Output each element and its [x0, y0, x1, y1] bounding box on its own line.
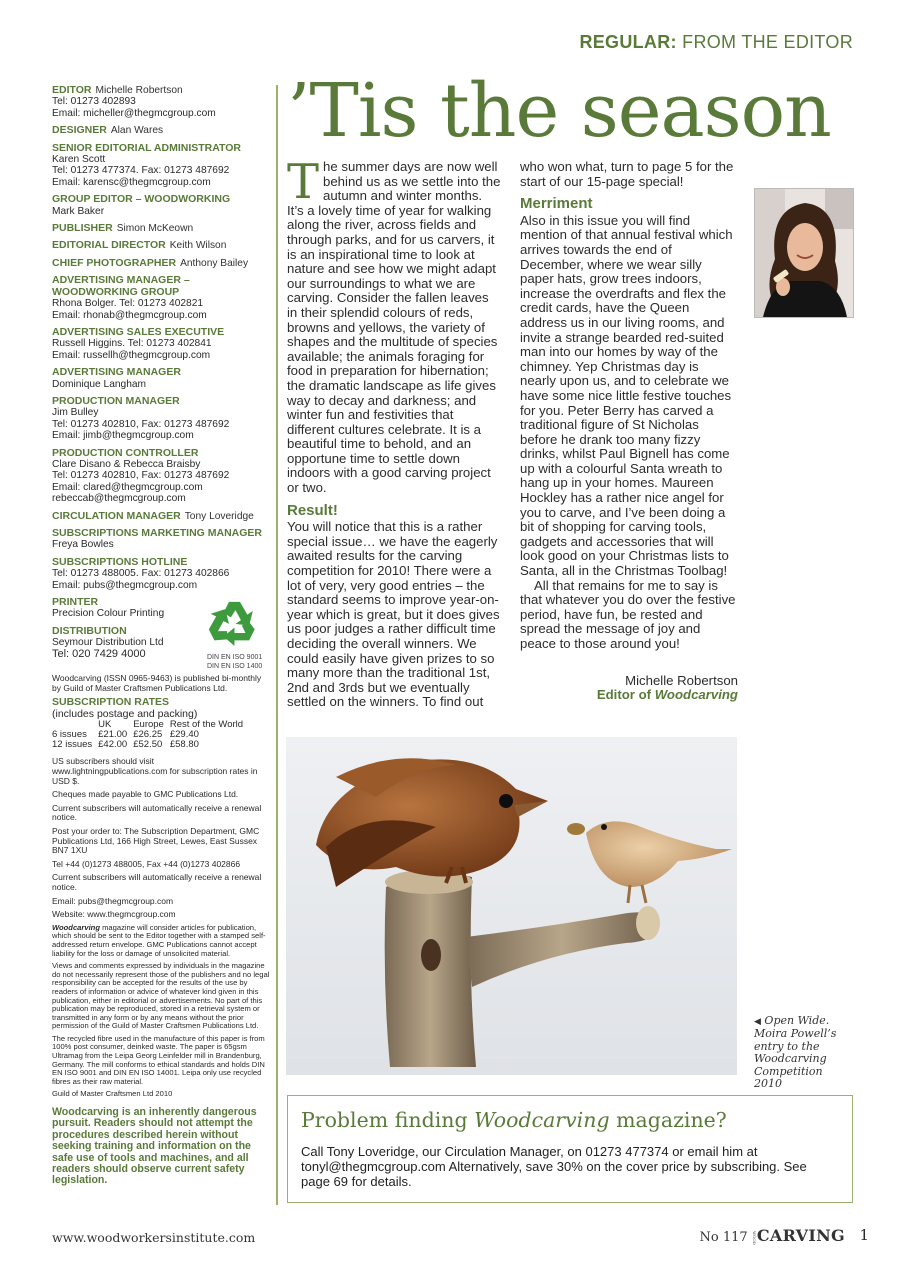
rates-table — [52, 720, 249, 749]
staff-contact-line: Jim Bulley — [52, 407, 99, 419]
staff-contact-line: Email: micheller@thegmcgroup.com — [52, 107, 216, 119]
staff-heading — [52, 223, 270, 234]
staff-entry — [52, 85, 270, 119]
subscription-note: Current subscribers will automatically receive a renewal notice. — [52, 872, 262, 892]
staff-contact-line: Karen Scott — [52, 154, 106, 166]
staff-contact-line: Rhona Bolger. Tel: 01273 402821 — [52, 298, 204, 310]
safety-warning: Woodcarving is an inherently dangerous pursuit. Readers should not attempt the procedures described herein without seeking training and information on the safe use of tools and machines, and all readers should observe current safety legislation. — [52, 1106, 257, 1187]
staff-heading — [52, 143, 270, 154]
staff-heading — [52, 448, 270, 459]
staff-entry — [52, 557, 270, 591]
staff-contact-line: Tel: 01273 402810, Fax: 01273 487692 — [52, 470, 230, 482]
recycle-icon — [207, 597, 262, 647]
column-rule — [276, 85, 278, 1205]
staff-contact-line: Tel: 01273 477374. Fax: 01273 487692 — [52, 165, 230, 177]
rates-cell: £58.80 — [169, 738, 199, 750]
rates-header-cell: Europe — [133, 719, 164, 731]
printer-role: PRINTER — [52, 596, 99, 609]
masthead-wood: WOOD — [751, 1230, 757, 1245]
rates-cell: £26.25 — [133, 728, 163, 740]
staff-role: ADVERTISING MANAGER — [52, 366, 181, 379]
staff-heading — [52, 327, 270, 338]
subscription-note: Website: www.thegmcgroup.com — [52, 909, 176, 920]
article-column-2 — [520, 160, 738, 703]
promo-title — [301, 1108, 852, 1132]
rates-cell: £52.50 — [133, 738, 163, 750]
staff-contact-line: Email: pubs@thegmcgroup.com — [52, 579, 198, 591]
staff-contact-line: Russell Higgins. Tel: 01273 402841 — [52, 338, 212, 350]
staff-name: Simon McKeown — [116, 223, 194, 235]
iso-label: DIN EN ISO 9001 — [207, 654, 263, 662]
staff-name: Keith Wilson — [169, 240, 227, 252]
staff-name: Michelle Robertson — [95, 85, 183, 96]
staff-role: CIRCULATION MANAGER — [52, 509, 181, 522]
article-paragraph: All that remains for me to say is that whatever you do over the festive period, have fun, be rested and spread the message of joy and peace to those around you! — [520, 577, 736, 651]
subheading-result: Result! — [287, 501, 338, 519]
article-paragraph: he summer days are now well behind us as we settle into the autumn and winter months. It’s a lovely time of year for walking along the river, across fields and through parks, and for us carvers, it is an inspirational time to look at nature and see how we might adapt our surroundings to what we are carving. Consider the fallen leaves in their splendid colours of reds, browns and yellows, the variety of shapes and the multitude of species available; the animals foraging for food in preparation for hibernation; the dramatic landscape as life gives way to decay and darkness; and winter fun and festivities that different cultures celebrate. It is a beautiful time to behold, and an opportune time to settle down indoors with a good carving project or two. — [287, 159, 501, 496]
staff-heading — [52, 240, 270, 251]
footer-url[interactable]: www.woodworkersinstitute.com — [52, 1230, 256, 1245]
staff-contact-line: Clare Disano & Rebecca Braisby — [52, 458, 201, 470]
subscription-note: US subscribers should visit www.lightningpublications.com for subscription rates in USD $. — [52, 756, 258, 786]
distribution-line: Tel: 020 7429 4000 — [52, 647, 146, 660]
masthead-logo: CARVING — [756, 1226, 845, 1245]
staff-entry — [52, 396, 270, 442]
staff-role: ADVERTISING SALES EXECUTIVE — [52, 325, 225, 338]
distribution-role: DISTRIBUTION — [52, 624, 127, 637]
subscription-note: Email: pubs@thegmcgroup.com — [52, 895, 174, 906]
staff-role: PRODUCTION CONTROLLER — [52, 446, 199, 459]
rates-header-cell: Rest of the World — [169, 719, 244, 731]
staff-role: SUBSCRIPTIONS MARKETING MANAGER — [52, 527, 263, 539]
staff-name: Alan Wares — [110, 125, 164, 137]
masthead-sidebar — [52, 85, 270, 1187]
staff-heading — [52, 85, 270, 96]
staff-contact-line: Email: rhonab@thegmcgroup.com — [52, 309, 207, 321]
staff-entry — [52, 194, 270, 217]
staff-heading — [52, 528, 270, 539]
page-number: 1 — [859, 1226, 869, 1244]
staff-contact-line: Dominique Langham — [52, 378, 147, 390]
rates-cell: £42.00 — [98, 738, 128, 750]
staff-heading — [52, 511, 270, 522]
article-headline: ’Tis the season — [287, 68, 831, 154]
printer-block — [52, 596, 270, 671]
staff-entry — [52, 327, 270, 361]
staff-entry — [52, 223, 270, 234]
staff-contact-line: Tel: 01273 402893 — [52, 96, 136, 108]
staff-heading — [52, 275, 270, 298]
photo-caption — [754, 1015, 854, 1090]
staff-role: PUBLISHER — [52, 222, 113, 235]
editor-portrait — [754, 188, 854, 318]
editor-magazine: Woodcarving — [654, 687, 738, 703]
staff-name: Tony Loveridge — [184, 510, 254, 522]
subscription-note: Cheques made payable to GMC Publications Ltd. — [52, 789, 239, 800]
article-paragraph: who won what, turn to page 5 for the start of our 15-page special! — [520, 159, 734, 189]
staff-contact-line: Email: karensc@thegmcgroup.com — [52, 176, 211, 188]
fine-print-lead: Woodcarving — [52, 922, 100, 932]
distribution-line: Seymour Distribution Ltd — [52, 637, 164, 649]
staff-heading — [52, 396, 270, 407]
caption-text: Open Wide. Moira Powell’s entry to the Woodcarving Competition 2010 — [754, 1014, 837, 1091]
staff-entry — [52, 367, 270, 390]
drop-cap: T — [287, 154, 320, 210]
promo-title-magazine: Woodcarving — [474, 1108, 610, 1132]
editor-name: Michelle Robertson — [625, 672, 738, 688]
promo-box — [287, 1095, 853, 1203]
rates-cell: £21.00 — [98, 728, 128, 740]
rates-row — [52, 740, 249, 750]
printer-name: Precision Colour Printing — [52, 608, 165, 620]
fine-print-para: Guild of Master Craftsmen Ltd 2010 — [52, 1089, 173, 1099]
staff-role: SUBSCRIPTIONS HOTLINE — [52, 555, 188, 568]
fine-print-para: The recycled fibre used in the manufacture of this paper is from 100% post consumer, deinked waste. The paper is 65gsm Ultramag from the Leipa Georg Leinfelder mill in Brandenburg, Germany. The mill conforms to ethical standards and holds DIN EN ISO 9001 and DIN EN ISO 14001. Leipa only use recycled fibres as their raw material. — [52, 1033, 265, 1086]
staff-contact-line: Email: clared@thegmcgroup.com — [52, 481, 203, 493]
staff-role: SENIOR EDITORIAL ADMINISTRATOR — [52, 141, 242, 154]
staff-role: ADVERTISING MANAGER – WOODWORKING GROUP — [52, 274, 190, 298]
staff-role: EDITORIAL DIRECTOR — [52, 239, 166, 252]
subscription-note: Post your order to: The Subscription Department, GMC Publications Ltd, 166 High Street, Lewes, East Sussex BN7 1XU — [52, 826, 260, 856]
signoff — [520, 674, 738, 703]
section-header — [579, 32, 853, 53]
staff-contact-line: Tel: 01273 402810, Fax: 01273 487692 — [52, 418, 230, 430]
fine-print-text: magazine will consider articles for publication, which should be sent to the Editor together with a stamped self-addressed return envelope. GMC Publications cannot accept liability for the loss or damage of unsolicited material. — [52, 922, 266, 958]
staff-role: DESIGNER — [52, 124, 107, 137]
subscription-notes — [52, 757, 270, 919]
staff-entry — [52, 125, 270, 136]
promo-body: Call Tony Loveridge, our Circulation Manager, on 01273 477374 or email him at tonyl@thegmcgroup.com Alternatively, save 30% on the cover price by subscribing. See page 69 for details. — [301, 1144, 807, 1189]
caption-arrow-icon: ◀ — [754, 1017, 761, 1027]
staff-name: Anthony Bailey — [180, 257, 249, 269]
subscription-note: Current subscribers will automatically receive a renewal notice. — [52, 802, 262, 823]
promo-title-part: magazine? — [609, 1108, 727, 1132]
publisher-note: Woodcarving (ISSN 0965-9463) is published bi-monthly by Guild of Master Craftsmen Publications Ltd. — [52, 673, 262, 693]
carving-photo — [286, 737, 737, 1075]
rates-cell: 6 issues — [52, 728, 87, 740]
section-label: REGULAR: — [579, 32, 677, 52]
staff-heading — [52, 258, 270, 269]
subscription-rates — [52, 697, 270, 749]
staff-heading — [52, 125, 270, 136]
staff-contact-line: rebeccab@thegmcgroup.com — [52, 493, 186, 505]
rates-cell: 12 issues — [52, 738, 93, 750]
subsection-label: FROM THE EDITOR — [682, 32, 853, 52]
fine-print-para — [52, 924, 270, 958]
staff-entry — [52, 143, 270, 189]
staff-role: GROUP EDITOR – WOODWORKING — [52, 193, 231, 206]
staff-heading — [52, 194, 270, 205]
staff-heading — [52, 557, 270, 568]
iso-label: DIN EN ISO 1400 — [207, 663, 263, 671]
staff-list — [52, 85, 270, 591]
staff-entry — [52, 511, 270, 522]
staff-contact-line: Email: russellh@thegmcgroup.com — [52, 349, 211, 361]
rates-subtitle: (includes postage and packing) — [52, 707, 198, 720]
staff-contact-line: Mark Baker — [52, 205, 105, 217]
staff-role: CHIEF PHOTOGRAPHER — [52, 256, 177, 269]
staff-entry — [52, 528, 270, 551]
fine-print — [52, 924, 270, 1099]
article-column-1 — [287, 154, 502, 710]
footer-issue — [700, 1226, 845, 1245]
article-paragraph: Also in this issue you will find mention of that annual festival which arrives towards the end of December, where we wear silly paper hats, grow trees indoors, increase the overdrafts and flex the credit cards, have the Queen address us in our living rooms, and invite a strange bearded red-suited man into our homes by way of the chimney. Yep Christmas day is nearly upon us, and to celebrate we have some nice little festive touches for you. Peter Berry has carved a traditional figure of St Nicholas before he drank too many fizzy drinks, whilst Paul Bignell has come up with a colourful Santa wreath to hang up in your homes. Maureen Hockley has a rather nice angel for you to carve, and I’ve been doing a bit of shopping for carving tools, gadgets and accessories that will look good on your Christmas lists to Santa, all in the Christmas Toolbag! — [520, 212, 733, 579]
staff-entry — [52, 240, 270, 251]
issue-number: No 117 — [699, 1230, 748, 1245]
fine-print-para: Views and comments expressed by individuals in the magazine do not necessarily represent those of the publishers and no legal responsibility can be accepted for the results of the use by readers of information or advice of whatever kind given in this publication, either in editorial or advertisements. No part of this publication may be reproduced, stored in a retrieval system or transmitted in any form or by any means without the prior permission of the Guild of Master Craftsmen Publications Ltd. — [52, 961, 270, 1031]
rates-title: SUBSCRIPTION RATES — [52, 696, 170, 709]
staff-role: PRODUCTION MANAGER — [52, 394, 180, 407]
staff-contact-line: Freya Bowles — [52, 539, 114, 551]
staff-entry — [52, 275, 270, 321]
promo-title-part: Problem finding — [301, 1108, 475, 1132]
staff-heading — [52, 367, 270, 378]
staff-entry — [52, 448, 270, 505]
rates-cell: £29.40 — [169, 728, 199, 740]
staff-contact-line: Email: jimb@thegmcgroup.com — [52, 430, 194, 442]
staff-entry — [52, 258, 270, 269]
article-paragraph: You will notice that this is a rather special issue… we have the eagerly awaited results for the carving competition for 2010! There were a lot of very, very good entries – the standard seems to improve year-on-year which is great, but it does gives us poor judges a rather difficult time deciding the overall winners. We could easily have given prizes to so many more than the traditional 1st, 2nd and 3rds but we eventually settled on the winners. To find out — [287, 519, 500, 710]
subheading-merriment: Merriment — [520, 195, 593, 213]
staff-contact-line: Tel: 01273 488005. Fax: 01273 402866 — [52, 568, 230, 580]
rates-header-cell: UK — [98, 719, 112, 731]
staff-role: EDITOR — [52, 84, 92, 96]
editor-title: Editor of — [596, 687, 655, 703]
subscription-note: Tel +44 (0)1273 488005, Fax +44 (0)1273 402866 — [52, 858, 241, 869]
